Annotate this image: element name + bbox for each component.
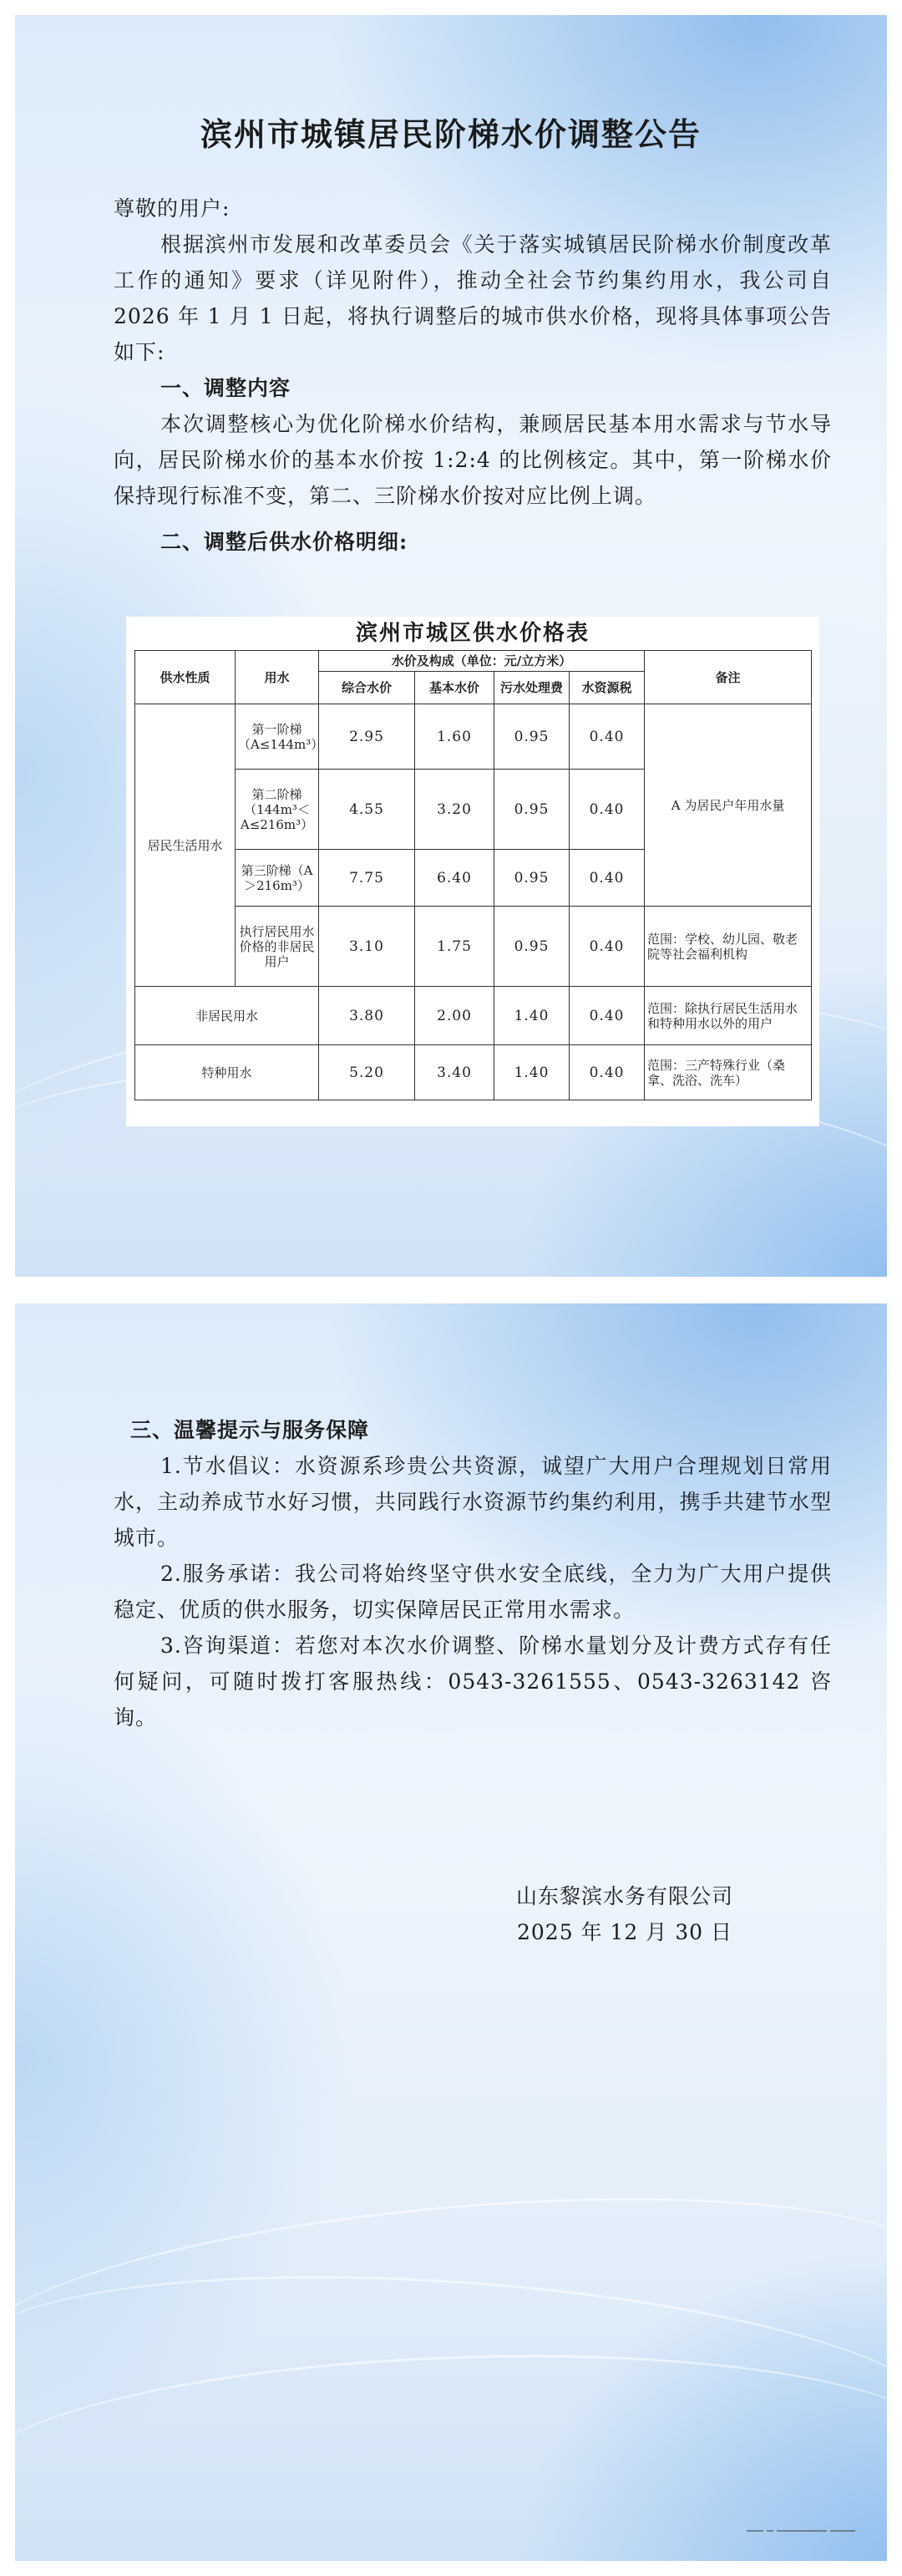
sewage-fee-cell: 0.95 <box>494 704 570 770</box>
resource-tax-cell: 0.40 <box>570 704 645 770</box>
resource-tax-cell: 0.40 <box>570 987 645 1045</box>
sewage-fee-cell: 1.40 <box>494 1045 570 1100</box>
total-price-cell: 7.75 <box>319 850 415 907</box>
base-price-cell: 1.60 <box>415 704 494 770</box>
notice-page-2 <box>15 1303 887 2561</box>
total-price-cell: 2.95 <box>319 704 415 770</box>
tips-heading: 三、温馨提示与服务保障 <box>130 1418 370 1442</box>
sewage-fee-cell: 0.95 <box>494 907 570 987</box>
sewage-fee-cell: 0.95 <box>494 770 570 850</box>
header-base: 基本水价 <box>415 672 494 704</box>
header-type: 供水性质 <box>135 651 236 704</box>
header-price-group: 水价及构成（单位：元/立方米） <box>319 651 645 672</box>
total-price-cell: 3.10 <box>319 907 415 987</box>
signature-block <box>499 1878 750 1950</box>
note-cell: 范围：三产特殊行业（桑拿、洗浴、洗车） <box>645 1045 812 1100</box>
base-price-cell: 3.20 <box>415 770 494 850</box>
greeting: 尊敬的用户: <box>114 196 231 221</box>
usage-cell: 第一阶梯（A≤144m³） <box>236 704 319 770</box>
total-price-cell: 3.80 <box>319 987 415 1045</box>
tips-section <box>114 1412 832 1735</box>
special-label: 特种用水 <box>135 1045 319 1100</box>
notice-page-1 <box>15 15 887 1277</box>
note-cell: 范围：除执行居民生活用水和特种用水以外的用户 <box>645 987 812 1045</box>
header-resource: 水资源税 <box>570 672 645 704</box>
header-sewage: 污水处理费 <box>494 672 570 704</box>
resource-tax-cell: 0.40 <box>570 1045 645 1100</box>
page-indicator <box>747 2524 872 2538</box>
total-price-cell: 4.55 <box>319 770 415 850</box>
table-header-row <box>135 651 812 672</box>
tip-item: 2.服务承诺：我公司将始终坚守供水安全底线，全力为广大用户提供稳定、优质的供水服务，切实保障居民正常用水需求。 <box>114 1562 832 1622</box>
base-price-cell: 1.75 <box>415 907 494 987</box>
table-row <box>135 1045 812 1100</box>
header-total: 综合水价 <box>319 672 415 704</box>
resource-tax-cell: 0.40 <box>570 907 645 987</box>
header-usage: 用水 <box>236 651 319 704</box>
header-note: 备注 <box>645 651 812 704</box>
notice-body <box>114 191 832 560</box>
notice-title: 滨州市城镇居民阶梯水价调整公告 <box>200 115 702 153</box>
resource-tax-cell: 0.40 <box>570 850 645 907</box>
company-name: 山东黎滨水务有限公司 <box>515 1884 733 1908</box>
section2-heading: 二、调整后供水价格明细: <box>160 530 408 554</box>
table-row <box>135 907 812 987</box>
residential-label: 居民生活用水 <box>135 704 236 987</box>
base-price-cell: 2.00 <box>415 987 494 1045</box>
usage-cell: 执行居民用水价格的非居民用户 <box>236 907 319 987</box>
table-title: 滨州市城区供水价格表 <box>355 621 590 646</box>
section1-heading: 一、调整内容 <box>160 376 291 400</box>
residential-note: A 为居民户年用水量 <box>645 704 812 907</box>
price-table <box>134 650 812 1100</box>
usage-cell: 第二阶梯（144m³＜A≤216m³） <box>236 770 319 850</box>
table-row <box>135 987 812 1045</box>
table-row <box>135 704 812 770</box>
base-price-cell: 6.40 <box>415 850 494 907</box>
price-table-container <box>126 617 819 1126</box>
sewage-fee-cell: 1.40 <box>494 987 570 1045</box>
intro-paragraph: 根据滨州市发展和改革委员会《关于落实城镇居民阶梯水价制度改革工作的通知》要求（详见附件），推动全社会节约集约用水，我公司自 2026 年 1 月 1 日起，将执行调整后的城市供水价格，现将具体事项公告如下: <box>114 232 832 364</box>
sewage-fee-cell: 0.95 <box>494 850 570 907</box>
tip-item: 1.节水倡议：水资源系珍贵公共资源，诚望广大用户合理规划日常用水，主动养成节水好习惯，共同践行水资源节约集约利用，携手共建节水型城市。 <box>114 1454 832 1550</box>
tip-item: 3.咨询渠道：若您对本次水价调整、阶梯水量划分及计费方式存有任何疑问，可随时拨打客服热线：0543-3261555、0543-3263142 咨询。 <box>114 1633 832 1730</box>
section1-paragraph: 本次调整核心为优化阶梯水价结构，兼顾居民基本用水需求与节水导向，居民阶梯水价的基本水价按 1:2:4 的比例核定。其中，第一阶梯水价保持现行标准不变，第二、三阶梯水价按对应比例上调。 <box>114 412 832 508</box>
note-cell: 范围：学校、幼儿园、敬老院等社会福利机构 <box>645 907 812 987</box>
nonresidential-label: 非居民用水 <box>135 987 319 1045</box>
usage-cell: 第三阶梯（A＞216m³） <box>236 850 319 907</box>
signature-date: 2025 年 12 月 30 日 <box>517 1920 732 1944</box>
total-price-cell: 5.20 <box>319 1045 415 1100</box>
base-price-cell: 3.40 <box>415 1045 494 1100</box>
resource-tax-cell: 0.40 <box>570 770 645 850</box>
